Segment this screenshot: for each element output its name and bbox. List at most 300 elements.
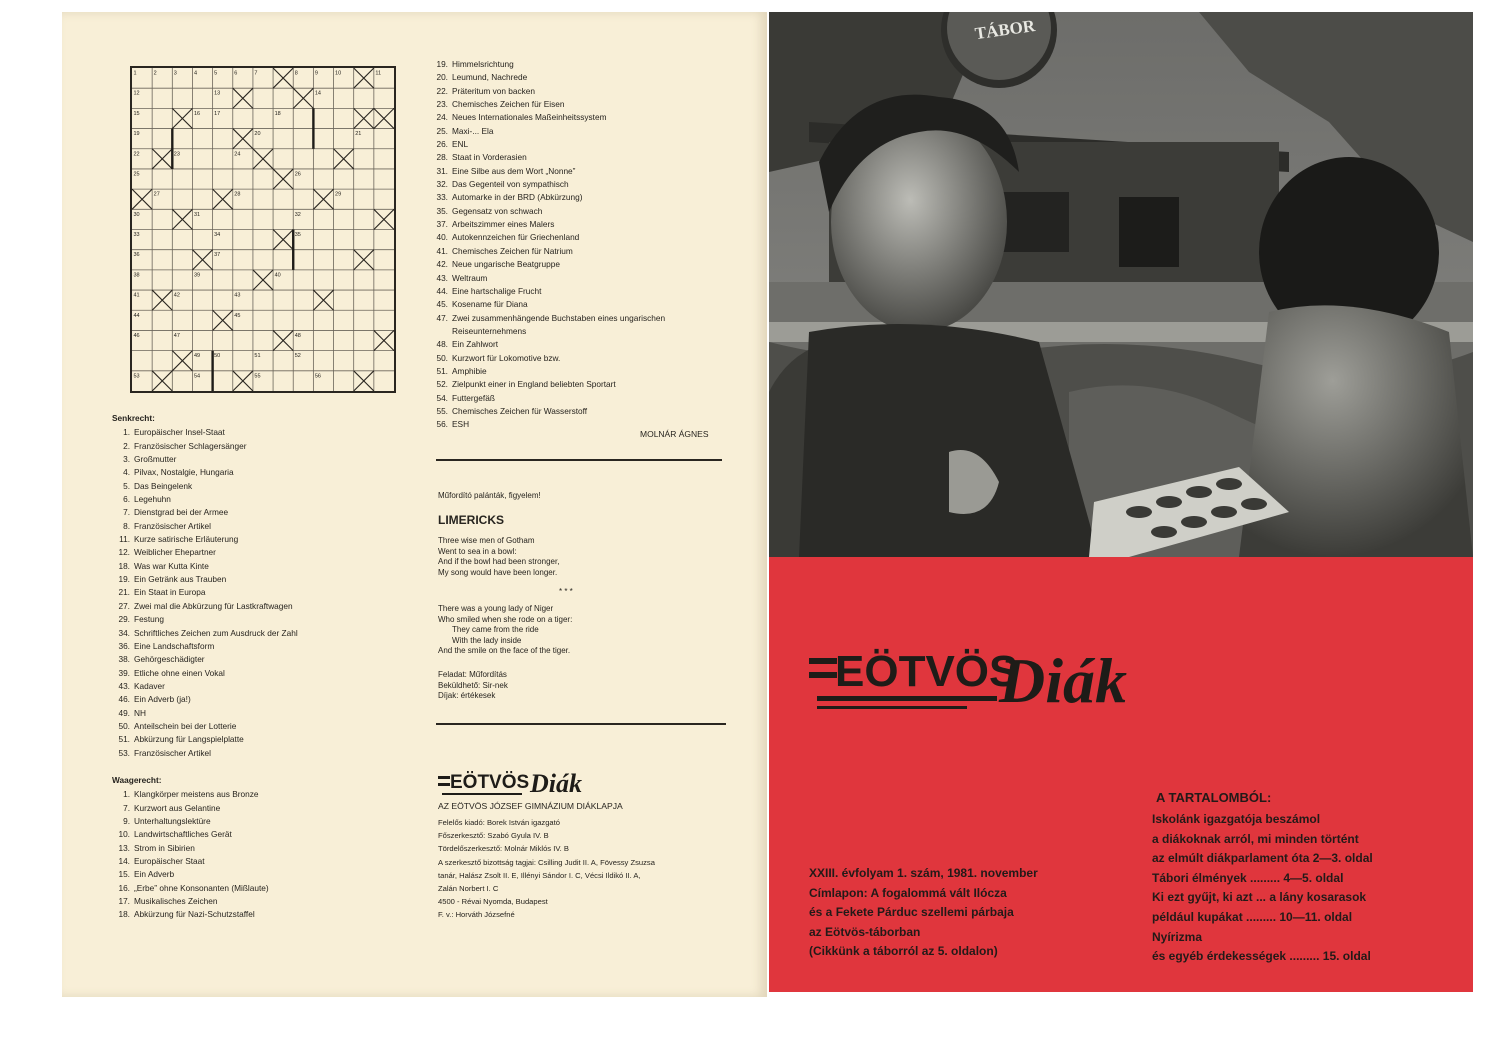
masthead-lines-line: 4500 - Révai Nyomda, Budapest	[438, 897, 548, 907]
clue-item	[430, 205, 665, 218]
clue-text: Chemisches Zeichen für Natrium	[452, 245, 573, 256]
clue-number: 43.	[118, 680, 130, 691]
masthead-lines-line: Főszerkesztő: Szabó Gyula IV. B	[438, 831, 549, 841]
cell-number: 1	[133, 70, 137, 77]
cell-number: 9	[314, 70, 318, 77]
clue-item	[112, 426, 298, 439]
clue-text: Dienstgrad bei der Armee	[134, 507, 229, 518]
translators-call: Műfordító palánták, figyelem!	[438, 491, 541, 500]
clue-text: Präteritum von backen	[452, 85, 536, 96]
cell-number: 31	[193, 211, 201, 218]
clue-text: Abkürzung für Nazi-Schutzstaffel	[134, 909, 255, 920]
clue-text: Französischer Schlagersänger	[134, 440, 247, 451]
clue-text: Amphibie	[452, 365, 487, 376]
masthead-lines-line: Zalán Norbert I. C	[438, 884, 499, 894]
clue-text: ENL	[452, 139, 469, 150]
limerick-separator: * * *	[559, 587, 573, 596]
clue-item	[112, 533, 298, 546]
contents-line: Nyírizma	[1152, 929, 1203, 944]
clue-text: Französischer Artikel	[134, 520, 212, 531]
clue-number: 23.	[436, 99, 448, 110]
masthead-logo	[438, 762, 618, 802]
right-page	[769, 12, 1473, 992]
clue-text: Chemisches Zeichen für Eisen	[452, 99, 565, 110]
contents-line: a diákoknak arról, mi minden történt	[1152, 831, 1359, 846]
cell-number: 3	[173, 70, 177, 77]
clue-item	[430, 418, 665, 431]
across-clues-continued	[430, 58, 665, 432]
cover-logo	[809, 620, 1169, 730]
cell-number: 27	[153, 191, 160, 198]
clue-text: Ein Staat in Europa	[134, 587, 206, 598]
clue-number: 38.	[118, 654, 130, 665]
clue-item	[112, 653, 298, 666]
clue-number: 42.	[436, 259, 448, 270]
clue-number: 7.	[123, 507, 130, 518]
clue-text: Eine Landschaftsform	[134, 640, 215, 651]
clue-item	[112, 842, 269, 855]
cell-number: 41	[133, 292, 140, 299]
clue-number: 18.	[118, 560, 130, 571]
clue-text: Pilvax, Nostalgie, Hungaria	[134, 467, 234, 478]
clue-text: NH	[134, 707, 146, 718]
masthead-credits	[438, 816, 655, 922]
clue-item	[112, 520, 298, 533]
crossword-author: MOLNÁR ÁGNES	[640, 429, 709, 439]
poem2-line: And the smile on the face of the tiger.	[438, 646, 571, 656]
clue-text: Klangkörper meistens aus Bronze	[134, 789, 259, 800]
clue-item	[112, 815, 269, 828]
contents-line: az elmúlt diákparlament óta 2—3. oldal	[1152, 851, 1373, 866]
clue-number: 52.	[436, 379, 448, 390]
clue-text: Gehörgeschädigter	[134, 654, 205, 665]
down-heading: Senkrecht:	[112, 413, 155, 423]
cell-number: 51	[254, 353, 261, 360]
clue-number: 22.	[436, 85, 448, 96]
clue-number: 1.	[123, 427, 130, 438]
cell-number: 37	[214, 252, 221, 259]
clue-text: Legehuhn	[134, 494, 171, 505]
cell-number: 34	[214, 232, 221, 238]
clue-number: 45.	[436, 299, 448, 310]
clue-number: 41.	[436, 245, 448, 256]
masthead-lines-line: Tördelőszerkesztő: Molnár Miklós IV. B	[438, 844, 569, 854]
clue-item	[430, 338, 665, 351]
contents-line: és egyéb érdekességek ......... 15. oldal	[1152, 949, 1371, 964]
cell-number: 26	[294, 171, 301, 178]
clue-text: Etliche ohne einen Vokal	[134, 667, 225, 678]
clue-number: 36.	[118, 640, 130, 651]
clue-item	[112, 493, 298, 506]
clue-item	[430, 392, 665, 405]
clue-text: Französischer Artikel	[134, 747, 212, 758]
clue-number: 50.	[118, 720, 130, 731]
clue-text: Kosename für Diana	[452, 299, 528, 310]
cover-photo-image	[769, 12, 1473, 557]
clue-item	[112, 882, 269, 895]
clue-text: Staat in Vorderasien	[452, 152, 527, 163]
clue-text: Ein Adverb	[134, 869, 175, 880]
clue-item	[430, 218, 665, 231]
clue-item	[112, 453, 298, 466]
poem2-line: Who smiled when she rode on a tiger:	[438, 614, 573, 624]
clue-item	[430, 325, 665, 338]
crossword-grid-lines	[132, 68, 394, 391]
masthead-lines-line: F. v.: Horváth Józsefné	[438, 910, 515, 920]
clue-item	[112, 733, 298, 746]
clue-number: 2.	[123, 440, 130, 451]
clue-number: 24.	[436, 112, 448, 123]
clue-number: 40.	[436, 232, 448, 243]
clue-number: 48.	[436, 339, 448, 350]
cell-number: 33	[133, 232, 140, 238]
masthead-lines-line: tanár, Halász Zsolt II. E, Illényi Sándor I. C, Vécsi Ildikó II. A,	[438, 870, 641, 880]
clue-text: Himmelsrichtung	[452, 59, 514, 69]
clue-text: Großmutter	[134, 454, 177, 465]
clue-item	[112, 573, 298, 586]
clue-text: Ein Adverb (ja!)	[134, 694, 191, 705]
clue-text: Neues Internationales Maßeinheitssystem	[452, 112, 607, 123]
clue-text: Leumund, Nachrede	[452, 72, 528, 83]
clue-text: Kurzwort für Lokomotive bzw.	[452, 352, 561, 363]
cell-number: 43	[234, 292, 241, 299]
clue-number: 18.	[118, 909, 130, 920]
clue-text: Das Beingelenk	[134, 480, 193, 491]
clue-item	[430, 125, 665, 138]
clue-text: Kadaver	[134, 680, 165, 691]
cell-number: 36	[133, 252, 140, 259]
contents-line: Iskolánk igazgatója beszámol	[1152, 812, 1321, 826]
clue-item	[112, 586, 298, 599]
clue-text: Neue ungarische Beatgruppe	[452, 259, 560, 270]
clue-item	[112, 720, 298, 733]
clue-item	[112, 613, 298, 626]
clue-number: 25.	[436, 125, 448, 136]
clue-number: 53.	[118, 747, 130, 758]
clue-number: 11.	[119, 534, 130, 545]
clue-item	[112, 480, 298, 493]
clue-item	[430, 298, 665, 311]
clue-item	[112, 908, 269, 921]
clue-item	[430, 178, 665, 191]
cell-number: 16	[193, 110, 201, 117]
clue-text: Automarke in der BRD (Abkürzung)	[452, 192, 583, 203]
limerick-task	[438, 670, 508, 702]
clue-item	[112, 788, 269, 801]
contents-line: Tábori élmények ......... 4—5. oldal	[1152, 870, 1344, 885]
cell-number: 46	[133, 332, 140, 339]
clue-item	[112, 707, 298, 720]
crossword-grid	[130, 66, 396, 393]
clue-item	[112, 868, 269, 881]
clue-item	[430, 165, 665, 178]
limericks-title: LIMERICKS	[438, 513, 504, 527]
clue-number: 15.	[118, 869, 130, 880]
cell-number: 49	[193, 353, 201, 360]
masthead-lines-line: Felelős kiadó: Borek István igazgató	[438, 818, 560, 827]
clue-number: 44.	[436, 285, 448, 296]
contents-line: például kupákat ......... 10—11. oldal	[1152, 909, 1353, 924]
clue-item	[112, 895, 269, 908]
clue-number: 13.	[118, 842, 130, 853]
clue-number: 1.	[123, 789, 130, 800]
cell-number: 14	[314, 90, 322, 97]
poem2-line: With the lady inside	[452, 635, 522, 645]
clue-item	[112, 506, 298, 519]
clue-text: Kurze satirische Erläuterung	[134, 534, 239, 545]
clue-item	[112, 627, 298, 640]
clue-text: Ein Getränk aus Trauben	[134, 574, 227, 585]
cell-number: 13	[214, 90, 221, 97]
clue-text: Futtergefäß	[452, 392, 495, 403]
limerick-one	[438, 536, 559, 578]
clue-text: Europäischer Insel-Staat	[134, 427, 225, 438]
clue-number: 20.	[436, 72, 448, 83]
cell-number: 5	[214, 70, 218, 77]
clue-text: Eine Silbe aus dem Wort „Nonne”	[452, 165, 576, 176]
cell-number: 45	[234, 312, 241, 319]
poem2-line: They came from the ride	[452, 625, 539, 635]
across-heading: Waagerecht:	[112, 775, 162, 785]
cell-number: 50	[214, 353, 221, 360]
cell-number: 7	[254, 70, 258, 77]
clue-number: 29.	[118, 614, 130, 625]
cell-number: 10	[335, 70, 342, 77]
issue-info	[809, 864, 1038, 962]
cell-number: 20	[254, 131, 261, 138]
clue-item	[112, 600, 298, 613]
clue-item	[430, 231, 665, 244]
clue-item	[112, 747, 298, 760]
clue-item	[112, 855, 269, 868]
clue-number: 37.	[436, 219, 448, 230]
clue-number: 56.	[436, 419, 448, 430]
sign-text: TÁBOR	[973, 16, 1037, 44]
across-clues	[112, 774, 269, 922]
clue-number: 19.	[118, 574, 130, 585]
cell-number: 48	[294, 332, 301, 339]
clue-number: 35.	[436, 205, 448, 216]
clue-number: 43.	[436, 272, 448, 283]
cover-photo	[769, 12, 1473, 557]
issue-line: és a Fekete Párduc szellemi párbaja	[809, 905, 1014, 920]
issue-line: XXIII. évfolyam 1. szám, 1981. november	[809, 866, 1038, 880]
clue-item	[112, 680, 298, 693]
clue-text: Unterhaltungslektüre	[134, 816, 211, 827]
clue-item	[430, 111, 665, 124]
clue-text: Eine hartschalige Frucht	[452, 285, 542, 296]
clue-number: 7.	[123, 802, 130, 813]
clue-number: 47.	[436, 312, 448, 323]
clue-item	[430, 71, 665, 84]
cell-number: 44	[133, 312, 140, 319]
task-line: Beküldhető: Sir-nek	[438, 680, 508, 690]
masthead-logo-word-2: Diák	[530, 769, 582, 798]
issue-line: Címlapon: A fogalommá vált Ilócza	[809, 885, 1007, 900]
cover-logo-word-2: Diák	[999, 645, 1127, 716]
issue-line: az Eötvös-táborban	[809, 924, 921, 939]
clue-text: Schriftliches Zeichen zum Ausdruck der Zahl	[134, 627, 298, 638]
cell-number: 53	[133, 373, 140, 380]
cell-number: 29	[335, 191, 342, 198]
clue-item	[112, 828, 269, 841]
clue-item	[430, 85, 665, 98]
masthead-subtitle: AZ EÖTVÖS JÓZSEF GIMNÁZIUM DIÁKLAPJA	[438, 801, 623, 811]
clue-item	[112, 640, 298, 653]
clue-text: Was war Kutta Kinte	[134, 560, 209, 571]
clue-item	[112, 466, 298, 479]
poem1-line: Went to sea in a bowl:	[438, 546, 517, 556]
cell-number: 18	[274, 110, 281, 117]
clue-text: Maxi-... Ela	[452, 125, 494, 136]
clue-item	[430, 312, 665, 325]
clue-text: Abkürzung für Langspielplatte	[134, 734, 244, 745]
limerick-two	[438, 604, 572, 657]
cell-number: 25	[133, 171, 140, 178]
clue-item	[430, 285, 665, 298]
clue-item	[112, 440, 298, 453]
clue-number: 17.	[118, 896, 130, 907]
clue-item	[430, 258, 665, 271]
poem2-line: There was a young lady of Niger	[438, 604, 554, 613]
clue-item	[112, 693, 298, 706]
cell-number: 2	[153, 70, 157, 77]
cell-number: 24	[234, 151, 241, 158]
clue-text: Arbeitszimmer eines Malers	[452, 219, 555, 230]
clue-item	[430, 245, 665, 258]
clue-number: 5.	[123, 480, 130, 491]
cell-number: 55	[254, 373, 261, 380]
clue-text: Autokennzeichen für Griechenland	[452, 232, 580, 243]
clue-text: Weltraum	[452, 272, 488, 283]
cell-number: 17	[214, 110, 221, 117]
clue-number: 26.	[436, 139, 448, 150]
clue-text: Gegensatz von schwach	[452, 205, 543, 216]
clue-text: Kurzwort aus Gelantine	[134, 802, 221, 813]
left-page	[62, 12, 767, 997]
cell-number: 54	[193, 373, 201, 380]
clue-item	[430, 98, 665, 111]
cell-number: 35	[294, 232, 301, 238]
clue-item	[112, 546, 298, 559]
clue-text: Festung	[134, 614, 164, 625]
clue-item	[430, 58, 665, 71]
clue-text: Landwirtschaftliches Gerät	[134, 829, 232, 840]
poem1-line: My song would have been longer.	[438, 567, 558, 577]
clue-text: Strom in Sibirien	[134, 842, 195, 853]
clue-item	[430, 405, 665, 418]
cell-number: 8	[294, 70, 298, 77]
clue-number: 32.	[436, 179, 448, 190]
masthead-lines-line: A szerkesztő bizottság tagjai: Csilling Judit II. A, Fövessy Zsuzsa	[438, 857, 655, 867]
cell-number: 19	[133, 131, 140, 138]
cell-number: 23	[173, 151, 180, 158]
cell-number: 42	[173, 292, 180, 299]
clue-text: Weiblicher Ehepartner	[134, 547, 216, 558]
clue-number: 6.	[123, 494, 130, 505]
masthead-logo-word-1: EÖTVÖS	[450, 772, 530, 793]
clue-number: 12.	[118, 547, 130, 558]
clue-number: 4.	[123, 467, 130, 478]
clue-number: 28.	[436, 152, 448, 163]
clue-number: 31.	[436, 165, 448, 176]
clue-item	[430, 191, 665, 204]
clue-text: Zwei zusammenhängende Buchstaben eines ungarischen	[452, 312, 666, 323]
poem1-line: And if the bowl had been stronger,	[438, 557, 560, 567]
cell-number: 32	[294, 211, 301, 218]
clue-text: Das Gegenteil von sympathisch	[452, 179, 569, 190]
clue-item	[430, 272, 665, 285]
clue-text: Zwei mal die Abkürzung für Lastkraftwagen	[134, 600, 293, 611]
poem1-line: Three wise men of Gotham	[438, 536, 535, 545]
contents-list	[1152, 810, 1373, 967]
clue-item	[430, 352, 665, 365]
cell-number: 22	[133, 151, 140, 158]
clue-text: Musikalisches Zeichen	[134, 896, 218, 907]
clue-number: 50.	[436, 352, 448, 363]
clue-number: 33.	[436, 192, 448, 203]
clue-item	[430, 151, 665, 164]
contents-heading: A TARTALOMBÓL:	[1156, 790, 1272, 805]
clue-number: 51.	[436, 365, 448, 376]
clue-number: 46.	[118, 694, 130, 705]
clue-text: ESH	[452, 419, 470, 430]
clue-number: 14.	[118, 856, 130, 867]
clue-number: 39.	[118, 667, 130, 678]
clue-item	[430, 138, 665, 151]
cell-number: 15	[133, 110, 140, 117]
clue-number: 54.	[436, 392, 448, 403]
clue-number: 49.	[118, 707, 130, 718]
clue-text: Reiseunternehmens	[452, 325, 527, 336]
clue-number: 19.	[436, 59, 448, 69]
clue-number: 9.	[123, 816, 130, 827]
clue-item	[112, 560, 298, 573]
clue-text: „Erbe” ohne Konsonanten (Mißlaute)	[134, 882, 269, 893]
clue-item	[430, 365, 665, 378]
clue-number: 34.	[118, 627, 130, 638]
divider	[436, 723, 726, 725]
clue-number: 55.	[436, 405, 448, 416]
issue-line: (Cikkünk a táborról az 5. oldalon)	[809, 944, 998, 959]
clue-number: 8.	[123, 520, 130, 531]
clue-number: 27.	[118, 600, 130, 611]
clue-text: Anteilschein bei der Lotterie	[134, 720, 237, 731]
divider	[436, 459, 722, 461]
cell-number: 4	[193, 70, 198, 77]
cell-number: 38	[133, 272, 140, 279]
cell-number: 12	[133, 90, 140, 97]
contents-line: Ki ezt gyűjt, ki azt ... a lány kosarasok	[1152, 890, 1367, 905]
cell-number: 30	[133, 211, 140, 218]
cell-number: 47	[173, 332, 180, 339]
cover-logo-word-1: EÖTVÖS	[835, 647, 1019, 696]
clue-text: Ein Zahlwort	[452, 339, 499, 350]
cell-number: 52	[294, 353, 301, 360]
cell-number: 6	[234, 70, 238, 77]
task-line: Feladat: Műfordítás	[438, 670, 507, 679]
clue-number: 51.	[118, 734, 130, 745]
cell-number: 39	[193, 272, 201, 279]
clue-text: Zielpunkt einer in England beliebten Sportart	[452, 379, 616, 390]
cell-number: 40	[274, 272, 281, 279]
cell-number: 56	[314, 373, 322, 380]
cell-number: 21	[355, 131, 362, 138]
clue-item	[112, 667, 298, 680]
down-clues	[112, 412, 298, 760]
clue-number: 16.	[118, 882, 130, 893]
clue-item	[430, 378, 665, 391]
